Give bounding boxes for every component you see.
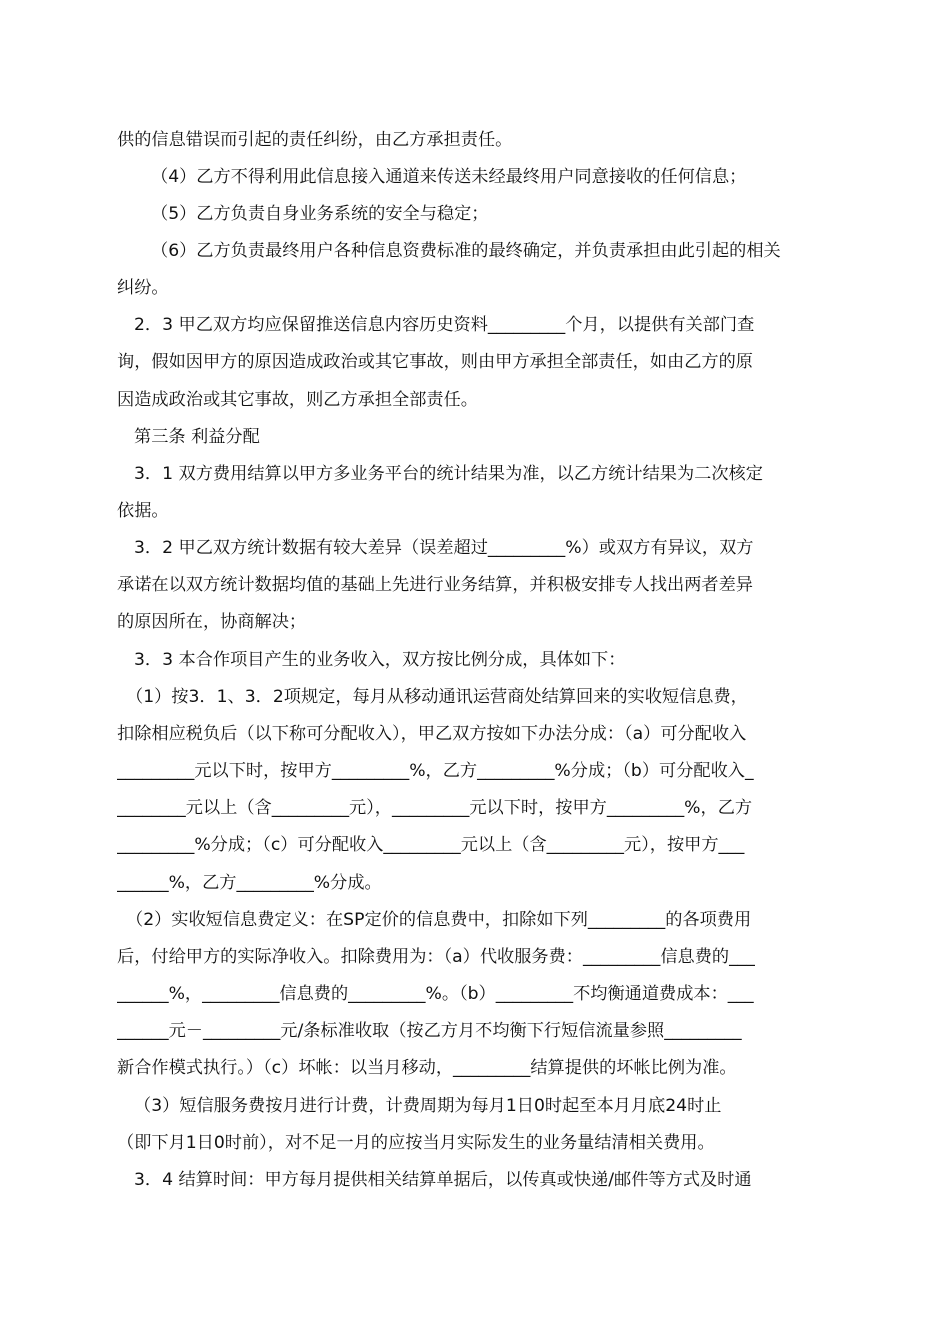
text-line: ______元－_________元/条标准收取（按乙方月不均衡下行短信流量参照_________: [117, 1021, 742, 1041]
text-line: 供的信息错误而引起的责任纠纷，由乙方承担责任。: [117, 130, 513, 150]
text-line: 3．2 甲乙双方统计数据有较大差异（误差超过_________%）或双方有异议，双方: [134, 538, 754, 558]
section-heading: 第三条 利益分配: [134, 427, 260, 447]
text-line: _________元以下时，按甲方_________%，乙方_________%分成；（b）可分配收入_: [117, 761, 754, 781]
text-line: 3．4 结算时间：甲方每月提供相关结算单据后，以传真或快递/邮件等方式及时通: [134, 1170, 752, 1190]
text-line: （3）短信服务费按月进行计费，计费周期为每月1日0时起至本月月底24时止: [134, 1096, 722, 1116]
text-line: 承诺在以双方统计数据均值的基础上先进行业务结算，并积极安排专人找出两者差异: [117, 575, 753, 595]
text-line: 询，假如因甲方的原因造成政治或其它事故，则由甲方承担全部责任，如由乙方的原: [117, 352, 753, 372]
text-line: 3．1 双方费用结算以甲方多业务平台的统计结果为准，以乙方统计结果为二次核定: [134, 464, 763, 484]
text-line: 2．3 甲乙双方均应保留推送信息内容历史资料_________个月，以提供有关部门查: [134, 315, 755, 335]
text-line: ______%，乙方_________%分成。: [117, 873, 382, 893]
text-line: 依据。: [117, 501, 169, 521]
text-line: _________%分成；（c）可分配收入_________元以上（含_________元），按甲方___: [117, 835, 745, 855]
text-line: ________元以上（含_________元），_________元以下时，按甲方_________%，乙方: [117, 798, 753, 818]
text-line: 的原因所在，协商解决；: [117, 612, 307, 632]
text-line: 纠纷。: [117, 278, 169, 298]
text-line: （1）按3．1、3．2项规定，每月从移动通讯运营商处结算回来的实收短信息费，: [126, 687, 748, 707]
text-line: （即下月1日0时前），对不足一月的应按当月实际发生的业务量结清相关费用。: [117, 1133, 715, 1153]
text-line: ______%，_________信息费的_________%。（b）_________不均衡通道费成本：___: [117, 984, 754, 1004]
text-line: （5）乙方负责自身业务系统的安全与稳定；: [151, 204, 489, 224]
text-line: 新合作模式执行。）（c）坏帐：以当月移动，_________结算提供的坏帐比例为准。: [117, 1058, 737, 1078]
text-line: 后，付给甲方的实际净收入。扣除费用为：（a）代收服务费：_________信息费的___: [117, 947, 755, 967]
text-line: （6）乙方负责最终用户各种信息资费标准的最终确定，并负责承担由此引起的相关: [151, 241, 781, 261]
text-line: （4）乙方不得利用此信息接入通道来传送未经最终用户同意接收的任何信息；: [151, 167, 747, 187]
text-line: 因造成政治或其它事故，则乙方承担全部责任。: [117, 390, 478, 410]
text-line: 3．3 本合作项目产生的业务收入，双方按比例分成，具体如下：: [134, 650, 626, 670]
text-line: （2）实收短信息费定义：在SP定价的信息费中，扣除如下列_________的各项费用: [126, 910, 752, 930]
text-line: 扣除相应税负后（以下称可分配收入），甲乙双方按如下办法分成：（a）可分配收入: [117, 724, 747, 744]
